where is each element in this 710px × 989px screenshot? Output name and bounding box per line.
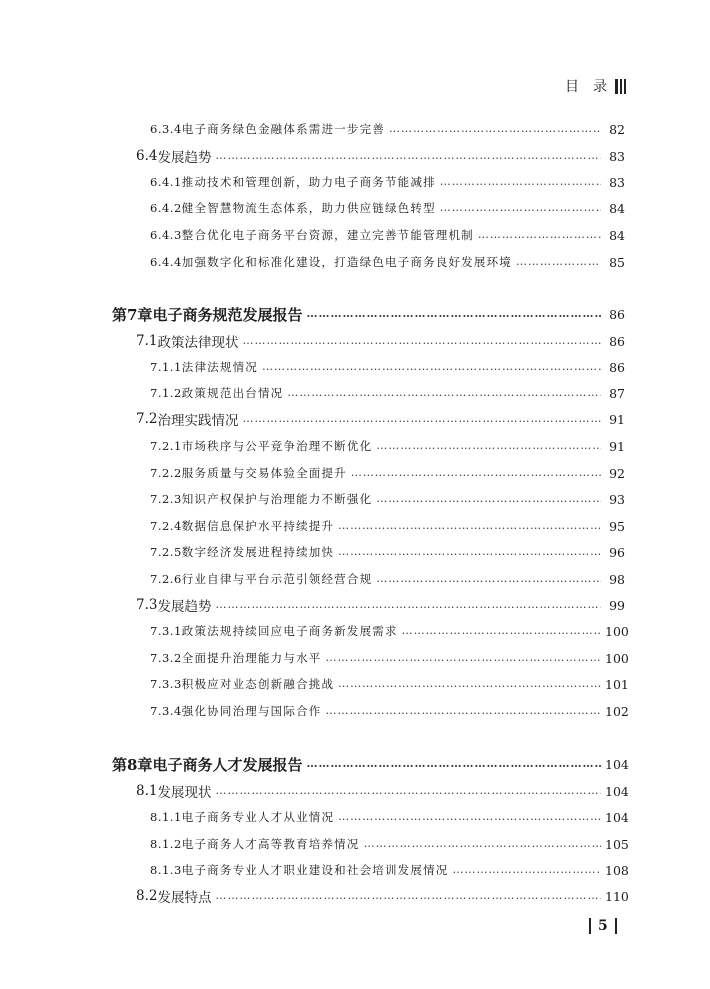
toc-entry-title: 发展现状 (157, 785, 212, 801)
dot-leader (215, 595, 601, 615)
toc-entry-title: 发展特点 (157, 890, 212, 906)
toc-entry-number: 8.1.2 (150, 837, 182, 851)
toc-entry-number: 7.2.5 (150, 545, 182, 559)
toc-entry-number: 7.2.1 (150, 439, 182, 453)
toc-entry[interactable] (0, 119, 710, 139)
dot-leader (215, 886, 601, 906)
toc-entry[interactable] (0, 621, 710, 641)
dot-leader (376, 489, 601, 509)
dot-leader (389, 119, 601, 139)
toc-entry-number: 第8章 (112, 755, 153, 774)
dot-leader (440, 172, 601, 192)
toc-entry[interactable] (0, 198, 710, 218)
footer-bar-right (615, 918, 617, 934)
toc-entry-page: 92 (609, 465, 625, 481)
toc-entry-page: 83 (609, 174, 625, 190)
toc-entry-number: 6.4.1 (150, 175, 182, 189)
toc-entry[interactable] (0, 569, 710, 589)
toc-entry-page: 101 (605, 676, 629, 692)
toc-entry-title: 数字经济发展进程持续加快 (181, 545, 335, 559)
toc-entry[interactable] (0, 172, 710, 192)
toc-entry-number: 7.2.3 (150, 492, 182, 506)
toc-entry-number: 7.3.1 (150, 624, 182, 638)
toc-entry[interactable] (0, 436, 710, 456)
toc-entry[interactable] (0, 701, 710, 721)
toc-entry-page: 104 (605, 809, 629, 825)
toc-entry-page: 110 (605, 888, 629, 904)
toc-entry-number: 7.1.1 (150, 360, 182, 374)
toc-entry-page: 84 (609, 200, 625, 216)
toc-entry-page: 83 (609, 148, 625, 164)
toc-entry-page: 104 (605, 756, 629, 772)
dot-leader (242, 409, 601, 429)
toc-entry-number: 8.1 (136, 783, 158, 799)
toc-entry[interactable] (0, 860, 710, 880)
toc-entry-title: 强化协同治理与国际合作 (181, 704, 322, 718)
dot-leader (478, 225, 601, 245)
dot-leader (306, 754, 601, 774)
toc-entry-page: 98 (609, 571, 625, 587)
toc-entry-page: 96 (609, 544, 625, 560)
dot-leader (516, 252, 601, 272)
toc-entry-title: 市场秩序与公平竞争治理不断优化 (181, 439, 373, 453)
dot-leader (287, 383, 601, 403)
toc-entry-page: 105 (605, 836, 629, 852)
toc-entry-page: 86 (609, 333, 625, 349)
toc-entry[interactable] (0, 252, 710, 272)
toc-entry-page: 85 (609, 254, 625, 270)
toc-entry-number: 7.2.4 (150, 519, 182, 533)
page-footer (589, 916, 617, 936)
toc-entry[interactable] (0, 331, 710, 351)
dot-leader (215, 781, 601, 801)
toc-entry-number: 6.4.4 (150, 255, 182, 269)
toc-entry-number: 7.3.2 (150, 651, 182, 665)
toc-entry-page: 84 (609, 227, 625, 243)
toc-entry-page: 91 (609, 411, 625, 427)
toc-entry[interactable] (0, 304, 710, 324)
toc-entry-title: 发展趋势 (157, 599, 212, 615)
toc-entry[interactable] (0, 463, 710, 483)
toc-entry-number: 7.2.6 (150, 572, 182, 586)
toc-entry-number: 7.2 (136, 411, 158, 427)
toc-entry-title: 法律法规情况 (181, 360, 258, 374)
toc-entry-title: 发展趋势 (157, 150, 212, 166)
toc-entry-title: 政策规范出台情况 (181, 386, 284, 400)
toc-entry[interactable] (0, 648, 710, 668)
toc-entry-page: 95 (609, 518, 625, 534)
toc-entry[interactable] (0, 409, 710, 429)
dot-leader (325, 701, 601, 721)
dot-leader (325, 648, 601, 668)
toc-entry-title: 电子商务绿色金融体系需进一步完善 (181, 122, 385, 136)
dot-leader (338, 542, 601, 562)
toc-entry-number: 7.1.2 (150, 386, 182, 400)
toc-entry-number: 6.3.4 (150, 122, 182, 136)
dot-leader (364, 834, 601, 854)
toc-entry-number: 8.1.1 (150, 810, 182, 824)
toc-entry-page: 102 (605, 703, 629, 719)
toc-entry-title: 电子商务人才发展报告 (152, 755, 303, 774)
toc-entry-title: 全面提升治理能力与水平 (181, 651, 322, 665)
dot-leader (306, 304, 601, 324)
toc-entry[interactable] (0, 516, 710, 536)
toc-entry-number: 7.1 (136, 333, 158, 349)
toc-entry[interactable] (0, 595, 710, 615)
toc-entry-number: 7.3.4 (150, 704, 182, 718)
toc-entry[interactable] (0, 357, 710, 377)
footer-bar-left (589, 918, 591, 934)
toc-entry-page: 100 (605, 623, 629, 639)
toc-entry-number: 第7章 (112, 305, 153, 324)
toc-entry-number: 7.3.3 (150, 677, 182, 691)
toc-entry-title: 积极应对业态创新融合挑战 (181, 677, 335, 691)
toc-entry[interactable] (0, 542, 710, 562)
toc-entry[interactable] (0, 225, 710, 245)
toc-entry-number: 6.4 (136, 148, 158, 164)
toc-entry-title: 治理实践情况 (157, 413, 239, 429)
toc-entry[interactable] (0, 383, 710, 403)
toc-entry-title: 整合优化电子商务平台资源，建立完善节能管理机制 (181, 228, 474, 242)
toc-entry-title: 健全智慧物流生态体系，助力供应链绿色转型 (181, 201, 436, 215)
toc-entry-title: 推动技术和管理创新，助力电子商务节能减排 (181, 175, 436, 189)
toc-entry-title: 加强数字化和标准化建设，打造绿色电子商务良好发展环境 (181, 255, 512, 269)
dot-leader (338, 674, 601, 694)
toc-entry-title: 政策法规持续回应电子商务新发展需求 (181, 624, 398, 638)
toc-entry-title: 电子商务规范发展报告 (152, 305, 303, 324)
dot-leader (242, 331, 601, 351)
toc-entry-page: 108 (605, 862, 629, 878)
toc-entry[interactable] (0, 886, 710, 906)
toc-entry-number: 6.4.2 (150, 201, 182, 215)
dot-leader (376, 436, 601, 456)
toc-entry-title: 电子商务专业人才从业情况 (181, 810, 335, 824)
toc-entry[interactable] (0, 146, 710, 166)
dot-leader (215, 146, 601, 166)
toc-entry-page: 86 (609, 359, 625, 375)
dot-leader (262, 357, 601, 377)
dot-leader (452, 860, 601, 880)
toc-entry[interactable] (0, 781, 710, 801)
toc-entry-title: 数据信息保护水平持续提升 (181, 519, 335, 533)
toc-entry-page: 91 (609, 438, 625, 454)
toc-entry[interactable] (0, 754, 710, 774)
toc-entry-number: 8.2 (136, 888, 158, 904)
toc-entry-title: 行业自律与平台示范引领经营合规 (181, 572, 373, 586)
toc-entry-page: 93 (609, 491, 625, 507)
dot-leader (402, 621, 601, 641)
toc-entry-title: 电子商务专业人才职业建设和社会培训发展情况 (181, 863, 449, 877)
toc-entry-page: 100 (605, 650, 629, 666)
section-label: 目 录 (565, 79, 607, 95)
dot-leader (338, 807, 601, 827)
toc-entry-page: 82 (609, 121, 625, 137)
page-number: 5 (598, 918, 608, 934)
toc-entry-page: 87 (609, 385, 625, 401)
toc-entry[interactable] (0, 834, 710, 854)
toc-entry[interactable] (0, 489, 710, 509)
toc-entry-title: 电子商务人才高等教育培养情况 (181, 837, 360, 851)
toc-entry-number: 6.4.3 (150, 228, 182, 242)
toc-entry[interactable] (0, 674, 710, 694)
toc-entry-number: 7.2.2 (150, 466, 182, 480)
toc-entry-page: 104 (605, 783, 629, 799)
toc-entry-title: 政策法律现状 (157, 335, 239, 351)
toc-entry-page: 99 (609, 597, 625, 613)
toc-entry-number: 7.3 (136, 597, 158, 613)
toc-entry-title: 服务质量与交易体验全面提升 (181, 466, 347, 480)
toc-entry-page: 86 (609, 306, 625, 322)
toc-entry-number: 8.1.3 (150, 863, 182, 877)
dot-leader (440, 198, 601, 218)
dot-leader (351, 463, 601, 483)
toc-entry-title: 知识产权保护与治理能力不断强化 (181, 492, 373, 506)
dot-leader (376, 569, 601, 589)
toc-entry[interactable] (0, 807, 710, 827)
dot-leader (338, 516, 601, 536)
